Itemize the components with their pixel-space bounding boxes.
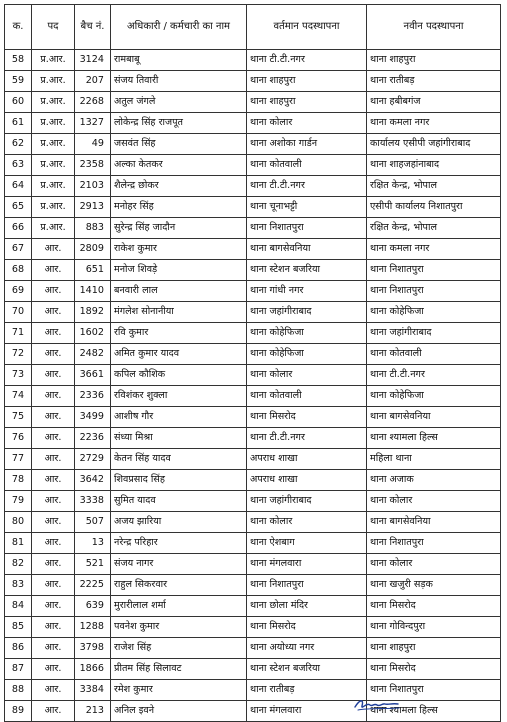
cell-new-posting: थाना शाहपुरा [367, 50, 501, 71]
cell-name: अनिल इवने [111, 701, 247, 722]
table-row [5, 155, 501, 176]
cell-name: राकेश कुमार [111, 239, 247, 260]
cell-serial: 60 [5, 92, 32, 113]
cell-serial: 70 [5, 302, 32, 323]
cell-batch: 639 [75, 596, 111, 617]
cell-name: रवि कुमार [111, 323, 247, 344]
cell-batch: 651 [75, 260, 111, 281]
cell-new-posting: थाना जहांगीराबाद [367, 323, 501, 344]
table-header [5, 5, 501, 50]
transfer-list-sheet [4, 4, 501, 722]
cell-batch: 2482 [75, 344, 111, 365]
cell-batch: 521 [75, 554, 111, 575]
cell-serial: 66 [5, 218, 32, 239]
cell-current-posting: थाना कोहेफिजा [247, 323, 367, 344]
cell-serial: 84 [5, 596, 32, 617]
cell-post: आर. [32, 638, 75, 659]
table-row [5, 302, 501, 323]
cell-new-posting: कार्यालय एसीपी जहांगीराबाद [367, 134, 501, 155]
cell-new-posting: थाना कोतवाली [367, 344, 501, 365]
table-row [5, 197, 501, 218]
cell-current-posting: थाना जहांगीराबाद [247, 302, 367, 323]
table-row [5, 344, 501, 365]
cell-new-posting: थाना अजाक [367, 470, 501, 491]
table-row [5, 239, 501, 260]
cell-post: आर. [32, 659, 75, 680]
cell-name: शैलेन्द्र छोकर [111, 176, 247, 197]
table-row [5, 323, 501, 344]
table-row [5, 638, 501, 659]
cell-batch: 1866 [75, 659, 111, 680]
cell-new-posting: थाना हबीबगंज [367, 92, 501, 113]
cell-post: आर. [32, 239, 75, 260]
table-row [5, 92, 501, 113]
cell-name: पवनेश कुमार [111, 617, 247, 638]
cell-batch: 3661 [75, 365, 111, 386]
cell-post: आर. [32, 428, 75, 449]
cell-serial: 79 [5, 491, 32, 512]
cell-current-posting: थाना कोतवाली [247, 386, 367, 407]
cell-batch: 3499 [75, 407, 111, 428]
cell-serial: 75 [5, 407, 32, 428]
cell-post: आर. [32, 260, 75, 281]
table-row [5, 596, 501, 617]
cell-name: केतन सिंह यादव [111, 449, 247, 470]
cell-batch: 1892 [75, 302, 111, 323]
cell-serial: 68 [5, 260, 32, 281]
table-row [5, 113, 501, 134]
cell-new-posting: थाना निशातपुरा [367, 281, 501, 302]
cell-post: आर. [32, 281, 75, 302]
cell-current-posting: थाना स्टेशन बजरिया [247, 659, 367, 680]
cell-name: अल्का केतकर [111, 155, 247, 176]
cell-post: आर. [32, 386, 75, 407]
cell-new-posting: थाना कोलार [367, 554, 501, 575]
cell-new-posting: थाना बागसेवनिया [367, 512, 501, 533]
cell-new-posting: रक्षित केन्द्र, भोपाल [367, 218, 501, 239]
cell-current-posting: अपराध शाखा [247, 449, 367, 470]
cell-current-posting: थाना कोलार [247, 113, 367, 134]
table-row [5, 449, 501, 470]
cell-new-posting: थाना शाहजहांनाबाद [367, 155, 501, 176]
header-serial: क. [5, 5, 32, 50]
cell-name: कपिल कौशिक [111, 365, 247, 386]
cell-new-posting: थाना श्यामला हिल्स [367, 428, 501, 449]
cell-post: प्र.आर. [32, 176, 75, 197]
cell-new-posting: रक्षित केन्द्र, भोपाल [367, 176, 501, 197]
cell-post: आर. [32, 449, 75, 470]
cell-batch: 2913 [75, 197, 111, 218]
cell-name: अतुल जंगले [111, 92, 247, 113]
cell-current-posting: थाना जहांगीराबाद [247, 491, 367, 512]
cell-name: जसवंत सिंह [111, 134, 247, 155]
cell-current-posting: थाना कोतवाली [247, 155, 367, 176]
cell-batch: 883 [75, 218, 111, 239]
cell-serial: 71 [5, 323, 32, 344]
cell-serial: 81 [5, 533, 32, 554]
cell-current-posting: थाना निशातपुरा [247, 575, 367, 596]
cell-new-posting: थाना खजुरी सड़क [367, 575, 501, 596]
cell-name: संध्या मिश्रा [111, 428, 247, 449]
cell-batch: 3124 [75, 50, 111, 71]
cell-current-posting: थाना शाहपुरा [247, 92, 367, 113]
cell-post: आर. [32, 470, 75, 491]
cell-name: बनवारी लाल [111, 281, 247, 302]
header-new-posting: नवीन पदस्थापना [367, 5, 501, 50]
cell-new-posting: थाना बागसेवनिया [367, 407, 501, 428]
table-row [5, 680, 501, 701]
cell-batch: 1327 [75, 113, 111, 134]
cell-current-posting: थाना अयोध्या नगर [247, 638, 367, 659]
cell-serial: 74 [5, 386, 32, 407]
cell-batch: 49 [75, 134, 111, 155]
cell-post: आर. [32, 701, 75, 722]
cell-current-posting: थाना कोहेफिजा [247, 344, 367, 365]
cell-name: शिवप्रसाद सिंह [111, 470, 247, 491]
cell-current-posting: थाना मिसरोद [247, 407, 367, 428]
cell-name: मंगलेश सोनानीया [111, 302, 247, 323]
cell-name: रामबाबू [111, 50, 247, 71]
cell-new-posting: थाना कोलार [367, 491, 501, 512]
cell-post: आर. [32, 533, 75, 554]
cell-new-posting: थाना निशातपुरा [367, 260, 501, 281]
cell-name: प्रीतम सिंह सिलावट [111, 659, 247, 680]
cell-name: मुरारीलाल शर्मा [111, 596, 247, 617]
cell-batch: 507 [75, 512, 111, 533]
cell-post: प्र.आर. [32, 197, 75, 218]
cell-serial: 64 [5, 176, 32, 197]
cell-batch: 2103 [75, 176, 111, 197]
cell-name: अजय झारिया [111, 512, 247, 533]
cell-serial: 73 [5, 365, 32, 386]
cell-serial: 88 [5, 680, 32, 701]
cell-serial: 72 [5, 344, 32, 365]
cell-post: आर. [32, 512, 75, 533]
header-batch: बैच नं. [75, 5, 111, 50]
cell-post: प्र.आर. [32, 218, 75, 239]
cell-name: संजय नागर [111, 554, 247, 575]
cell-serial: 78 [5, 470, 32, 491]
cell-batch: 1602 [75, 323, 111, 344]
table-row [5, 428, 501, 449]
cell-batch: 3338 [75, 491, 111, 512]
table-row [5, 701, 501, 722]
table-row [5, 281, 501, 302]
cell-name: सुमित यादव [111, 491, 247, 512]
cell-new-posting: थाना निशातपुरा [367, 533, 501, 554]
cell-post: प्र.आर. [32, 155, 75, 176]
table-row [5, 575, 501, 596]
transfer-table [4, 4, 501, 722]
header-current-posting: वर्तमान पदस्थापना [247, 5, 367, 50]
cell-serial: 76 [5, 428, 32, 449]
cell-batch: 2336 [75, 386, 111, 407]
cell-serial: 67 [5, 239, 32, 260]
cell-current-posting: थाना छोला मंदिर [247, 596, 367, 617]
table-row [5, 50, 501, 71]
cell-post: प्र.आर. [32, 71, 75, 92]
cell-name: मनोज शिवड़े [111, 260, 247, 281]
cell-new-posting: थाना कोहेफिजा [367, 386, 501, 407]
table-row [5, 176, 501, 197]
cell-new-posting: थाना कोहेफिजा [367, 302, 501, 323]
cell-current-posting: थाना मंगलवारा [247, 554, 367, 575]
cell-current-posting: थाना ऐशबाग [247, 533, 367, 554]
cell-post: प्र.आर. [32, 50, 75, 71]
cell-post: आर. [32, 407, 75, 428]
cell-current-posting: थाना स्टेशन बजरिया [247, 260, 367, 281]
cell-batch: 1288 [75, 617, 111, 638]
cell-name: मनोहर सिंह [111, 197, 247, 218]
cell-name: संजय तिवारी [111, 71, 247, 92]
cell-post: प्र.आर. [32, 134, 75, 155]
cell-new-posting: थाना श्यामला हिल्स [367, 701, 501, 722]
cell-current-posting: थाना चूनाभट्टी [247, 197, 367, 218]
cell-current-posting: थाना रातीबड़ [247, 680, 367, 701]
cell-current-posting: थाना बागसेवनिया [247, 239, 367, 260]
cell-new-posting: थाना रातीबड़ [367, 71, 501, 92]
cell-batch: 2729 [75, 449, 111, 470]
cell-serial: 83 [5, 575, 32, 596]
cell-current-posting: अपराध शाखा [247, 470, 367, 491]
cell-name: सुरेन्द्र सिंह जादौन [111, 218, 247, 239]
cell-post: आर. [32, 680, 75, 701]
cell-batch: 2225 [75, 575, 111, 596]
cell-current-posting: थाना अशोका गार्डन [247, 134, 367, 155]
cell-serial: 77 [5, 449, 32, 470]
cell-serial: 82 [5, 554, 32, 575]
cell-post: आर. [32, 554, 75, 575]
cell-current-posting: थाना निशातपुरा [247, 218, 367, 239]
cell-current-posting: थाना मिसरोद [247, 617, 367, 638]
cell-post: प्र.आर. [32, 92, 75, 113]
header-post: पद [32, 5, 75, 50]
table-row [5, 533, 501, 554]
cell-post: आर. [32, 323, 75, 344]
cell-serial: 63 [5, 155, 32, 176]
cell-post: आर. [32, 596, 75, 617]
table-row [5, 134, 501, 155]
signature-icon [352, 695, 402, 713]
cell-new-posting: महिला थाना [367, 449, 501, 470]
cell-serial: 89 [5, 701, 32, 722]
cell-current-posting: थाना टी.टी.नगर [247, 176, 367, 197]
cell-new-posting: थाना मिसरोद [367, 596, 501, 617]
cell-post: आर. [32, 302, 75, 323]
table-row [5, 659, 501, 680]
cell-new-posting: थाना टी.टी.नगर [367, 365, 501, 386]
cell-serial: 62 [5, 134, 32, 155]
table-row [5, 365, 501, 386]
cell-batch: 3384 [75, 680, 111, 701]
cell-batch: 213 [75, 701, 111, 722]
cell-post: आर. [32, 344, 75, 365]
header-name: अधिकारी / कर्मचारी का नाम [111, 5, 247, 50]
cell-name: अमित कुमार यादव [111, 344, 247, 365]
cell-new-posting: थाना कमला नगर [367, 113, 501, 134]
cell-batch: 2358 [75, 155, 111, 176]
cell-new-posting: थाना निशातपुरा [367, 680, 501, 701]
cell-serial: 87 [5, 659, 32, 680]
cell-name: राजेश सिंह [111, 638, 247, 659]
cell-serial: 58 [5, 50, 32, 71]
cell-post: प्र.आर. [32, 113, 75, 134]
cell-post: आर. [32, 617, 75, 638]
cell-serial: 61 [5, 113, 32, 134]
cell-new-posting: एसीपी कार्यालय निशातपुरा [367, 197, 501, 218]
header-row [5, 5, 501, 50]
cell-current-posting: थाना टी.टी.नगर [247, 50, 367, 71]
cell-new-posting: थाना कमला नगर [367, 239, 501, 260]
cell-name: नरेन्द्र परिहार [111, 533, 247, 554]
cell-batch: 13 [75, 533, 111, 554]
cell-new-posting: थाना शाहपुरा [367, 638, 501, 659]
table-body [5, 50, 501, 722]
cell-serial: 65 [5, 197, 32, 218]
table-row [5, 218, 501, 239]
cell-current-posting: थाना कोलार [247, 512, 367, 533]
cell-name: लोकेन्द्र सिंह राजपूत [111, 113, 247, 134]
table-row [5, 554, 501, 575]
cell-current-posting: थाना मंगलवारा [247, 701, 367, 722]
cell-batch: 1410 [75, 281, 111, 302]
cell-new-posting: थाना मिसरोद [367, 659, 501, 680]
cell-serial: 59 [5, 71, 32, 92]
table-row [5, 386, 501, 407]
cell-post: आर. [32, 365, 75, 386]
cell-post: आर. [32, 575, 75, 596]
table-row [5, 407, 501, 428]
cell-name: रविशंकर शुक्ला [111, 386, 247, 407]
table-row [5, 470, 501, 491]
table-row [5, 260, 501, 281]
cell-current-posting: थाना शाहपुरा [247, 71, 367, 92]
cell-serial: 86 [5, 638, 32, 659]
cell-current-posting: थाना कोलार [247, 365, 367, 386]
cell-post: आर. [32, 491, 75, 512]
table-row [5, 491, 501, 512]
cell-current-posting: थाना गांधी नगर [247, 281, 367, 302]
cell-name: आशीष गौर [111, 407, 247, 428]
cell-name: राहुल सिकरवार [111, 575, 247, 596]
cell-current-posting: थाना टी.टी.नगर [247, 428, 367, 449]
cell-batch: 3642 [75, 470, 111, 491]
cell-name: रमेश कुमार [111, 680, 247, 701]
table-row [5, 512, 501, 533]
cell-serial: 85 [5, 617, 32, 638]
cell-new-posting: थाना गोविन्दपुरा [367, 617, 501, 638]
cell-batch: 3798 [75, 638, 111, 659]
cell-batch: 207 [75, 71, 111, 92]
cell-serial: 69 [5, 281, 32, 302]
table-row [5, 71, 501, 92]
cell-batch: 2236 [75, 428, 111, 449]
cell-serial: 80 [5, 512, 32, 533]
table-row [5, 617, 501, 638]
cell-batch: 2809 [75, 239, 111, 260]
cell-batch: 2268 [75, 92, 111, 113]
